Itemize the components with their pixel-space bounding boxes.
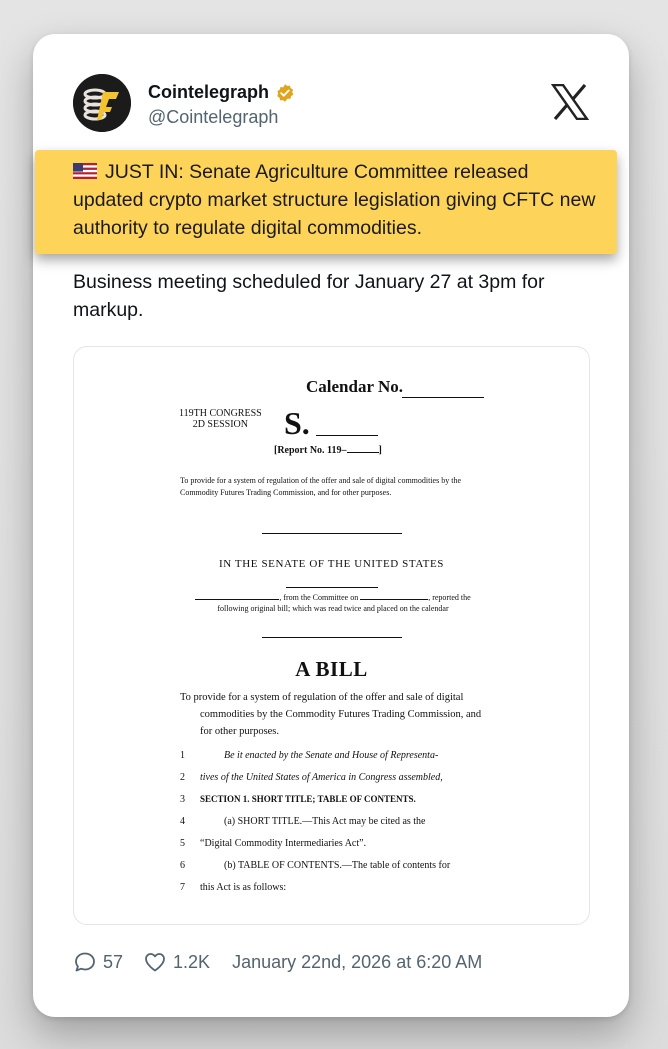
reply-icon [73, 950, 97, 974]
report-number: [Report No. 119– ] [274, 445, 382, 456]
like-button[interactable] [143, 950, 210, 974]
like-count: 1.2K [173, 951, 211, 972]
congress-label: 119TH CONGRESS [179, 408, 262, 419]
author-handle[interactable]: @Cointelegraph [148, 107, 279, 127]
calendar-blank-line [402, 397, 484, 398]
bill-line: 4 (a) SHORT TITLE.—This Act may be cited as the [180, 816, 426, 827]
tweet-card [33, 34, 629, 1017]
x-logo-icon[interactable] [551, 84, 589, 120]
divider-1 [262, 533, 402, 534]
reply-count: 57 [103, 951, 124, 972]
session-label: 2D SESSION [192, 419, 248, 430]
committee-statement: , from the Committee on , reported the following original bill; which was read twice and placed on the calendar [180, 592, 486, 614]
bill-document [74, 347, 589, 924]
author-display-name[interactable]: Cointelegraph [148, 82, 270, 102]
bill-purpose: To provide for a system of regulation of the offer and sale of digital commodities by the Commodity Futures Trading Commission, and for other purposes. [180, 692, 482, 737]
bill-number-blank-line [316, 435, 378, 436]
senate-heading: IN THE SENATE OF THE UNITED STATES [218, 558, 445, 570]
reply-button[interactable] [73, 950, 123, 974]
heart-icon [143, 950, 167, 974]
author-name-row [148, 82, 295, 103]
divider-2 [286, 587, 378, 588]
tweet-actions [73, 950, 482, 974]
bill-prefix: S. [284, 405, 310, 441]
avatar[interactable] [73, 74, 131, 132]
bill-title: A BILL [295, 657, 368, 681]
cointelegraph-logo-icon [73, 74, 131, 132]
bill-line: 6 (b) TABLE OF CONTENTS.—The table of contents for [180, 860, 451, 871]
tweet-timestamp[interactable]: January 22nd, 2026 at 6:20 AM [232, 951, 483, 972]
bill-line: 7 this Act is as follows: [180, 882, 287, 893]
bill-line: 5 “Digital Commodity Intermediaries Act”. [180, 838, 367, 849]
bill-line: 2 tives of the United States of America in Congress assembled, [180, 772, 443, 783]
divider-3 [262, 637, 402, 638]
short-purpose: To provide for a system of regulation of the offer and sale of digital commodities by the Commodity Futures Trading Commission, and for other purposes. [180, 476, 461, 497]
congress-session [179, 408, 262, 430]
calendar-label: Calendar No. [306, 377, 403, 396]
headline-highlight [35, 150, 617, 254]
bill-line: 3 SECTION 1. SHORT TITLE; TABLE OF CONTENTS. [180, 794, 416, 805]
tweet-body-text: Business meeting scheduled for January 27 at 3pm for markup. [73, 271, 545, 321]
attached-document-image[interactable] [73, 346, 590, 925]
bill-line: 1 Be it enacted by the Senate and House of Representa- [180, 750, 439, 761]
verified-badge-icon [275, 83, 295, 103]
us-flag-icon [73, 163, 97, 179]
headline-text: JUST IN: Senate Agriculture Committee released updated crypto market structure legislation giving CFTC new authority to regulate digital commodities. [73, 161, 596, 239]
